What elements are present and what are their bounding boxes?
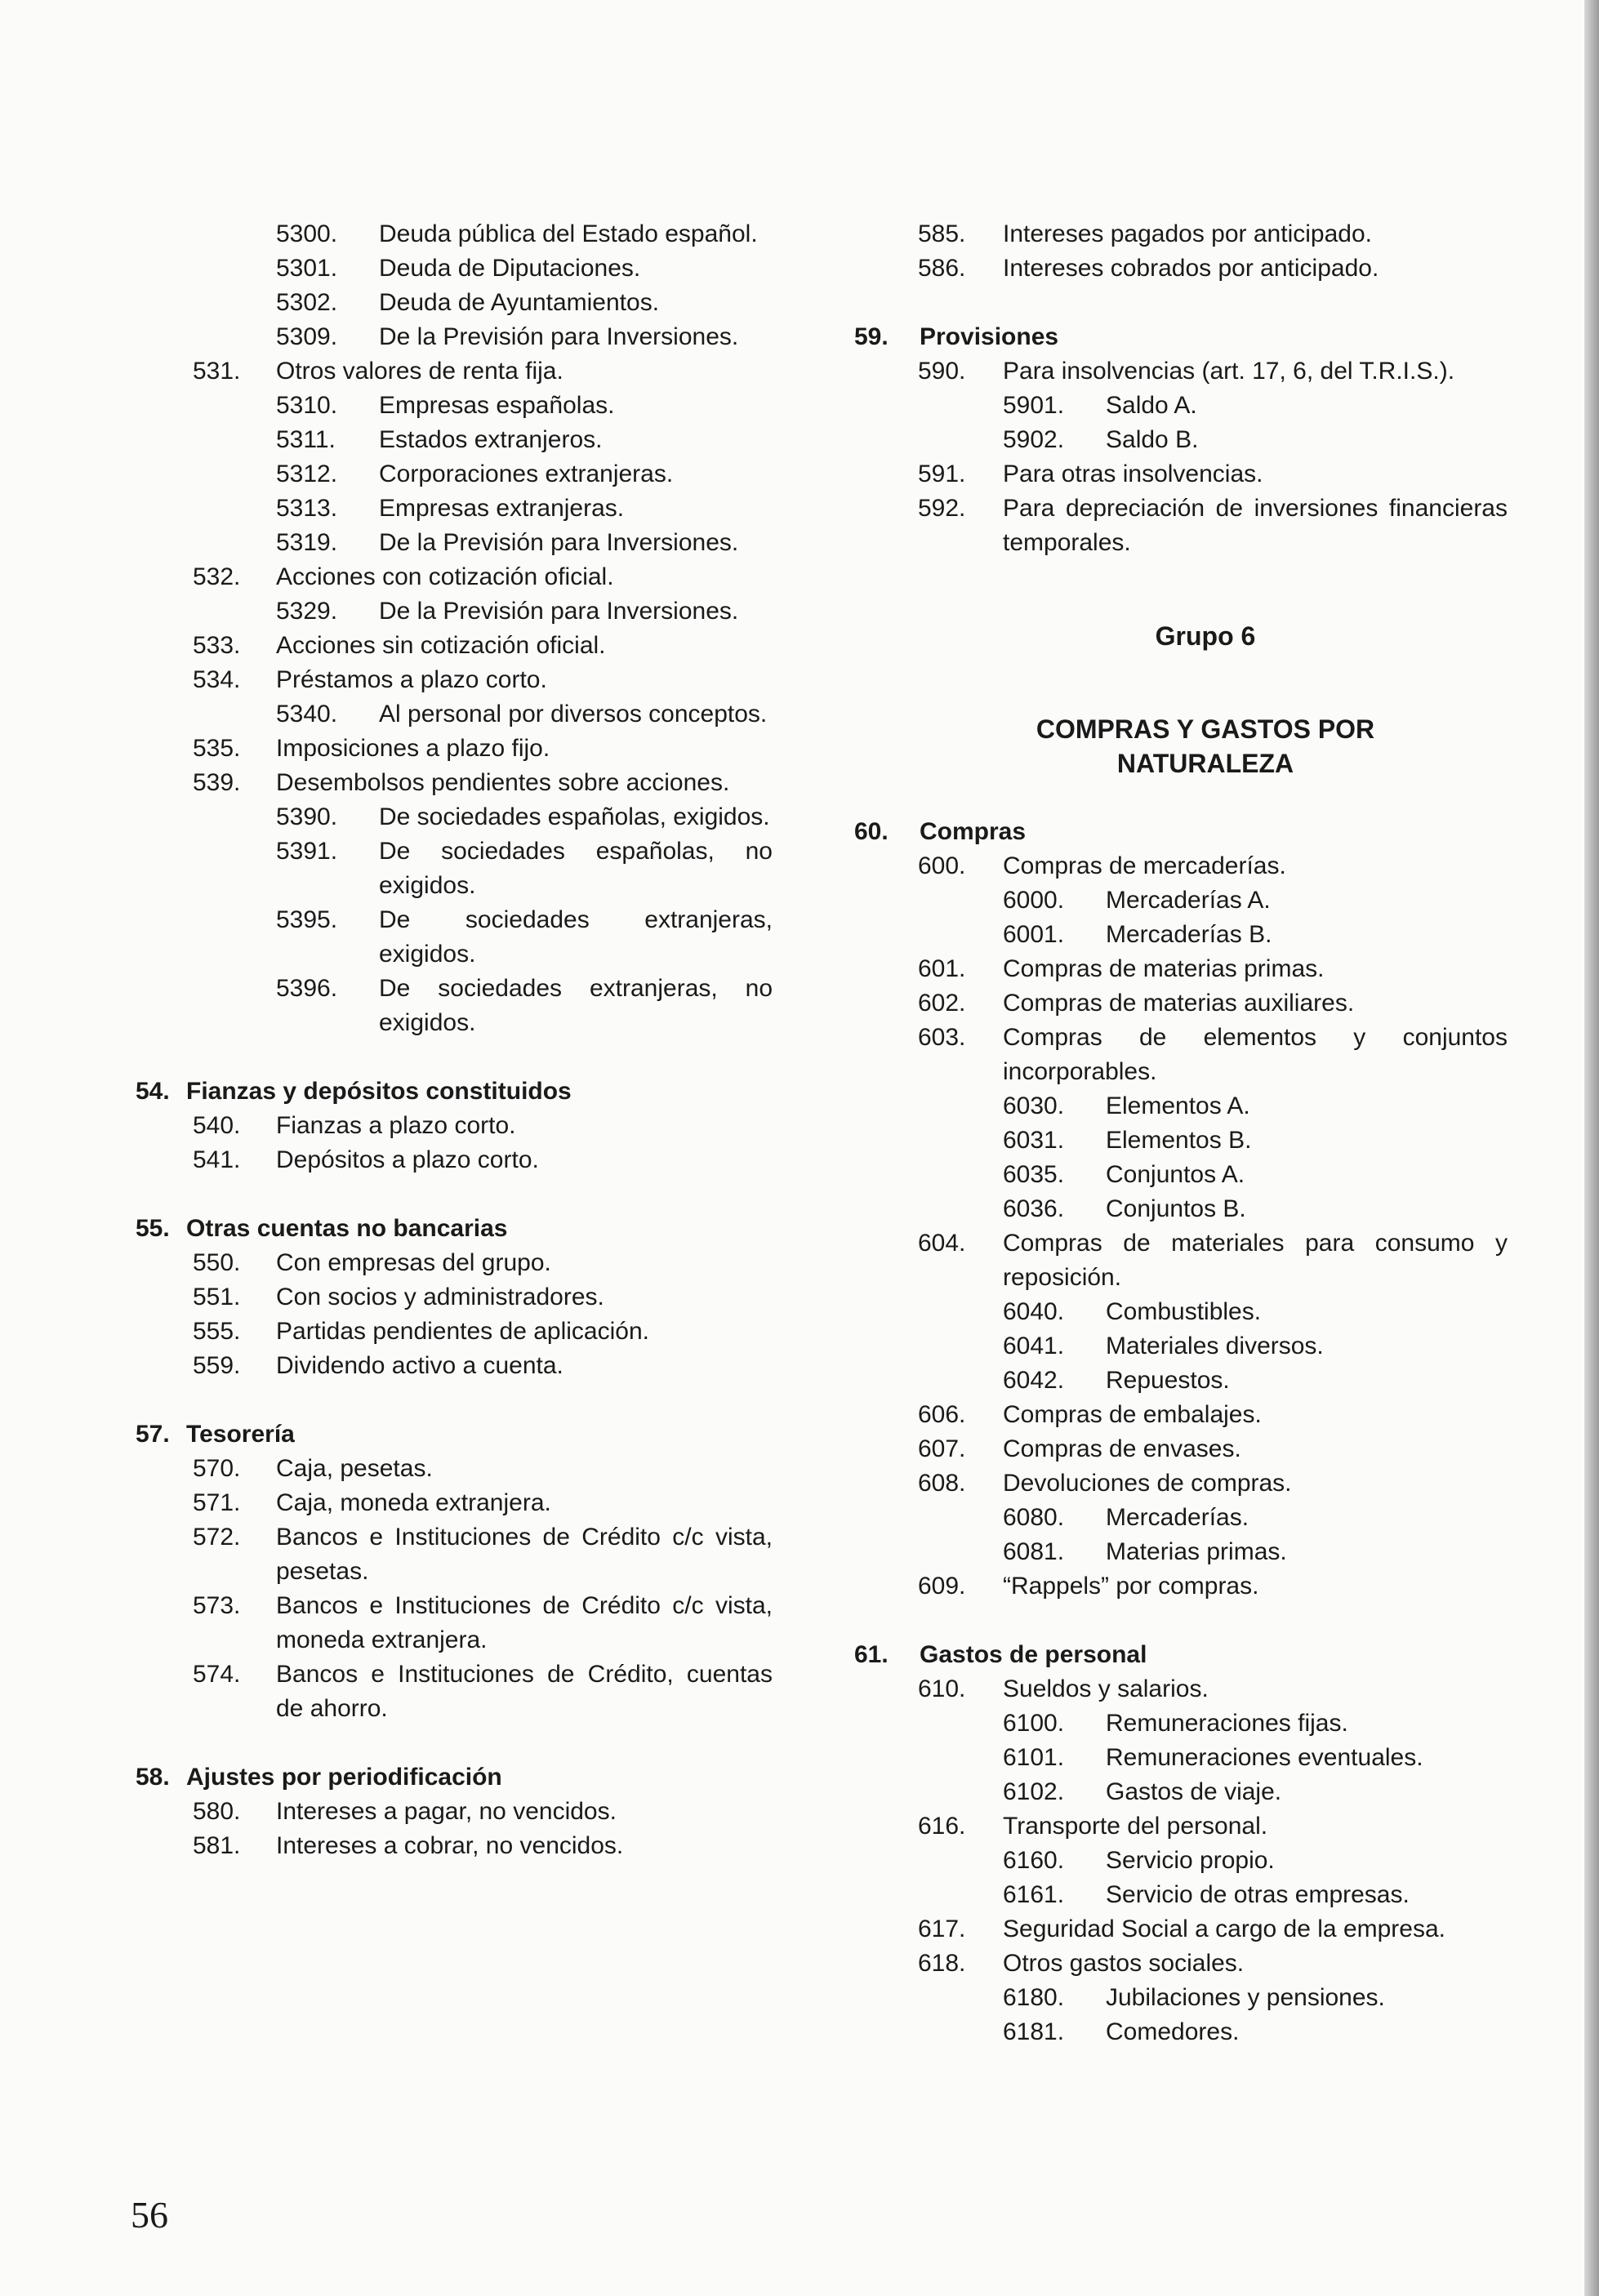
account-description: Gastos de viaje. <box>1106 1778 1282 1805</box>
account-list <box>136 217 773 1040</box>
account-entry <box>136 1349 773 1383</box>
account-description: Desembolsos pendientes sobre acciones. <box>276 769 730 796</box>
account-description: Jubilaciones y pensiones. <box>1106 1984 1385 2011</box>
account-description: Seguridad Social a cargo de la empresa. <box>1003 1916 1445 1942</box>
account-entry <box>136 1829 773 1863</box>
account-description: Intereses a pagar, no vencidos. <box>276 1798 617 1825</box>
account-entry <box>136 457 773 492</box>
section-heading-57 <box>136 1417 773 1452</box>
account-entry <box>136 972 773 1040</box>
account-description: Compras de materias primas. <box>1003 955 1325 982</box>
account-description: De la Previsión para Inversiones. <box>379 529 739 556</box>
account-entry <box>136 389 773 423</box>
account-entry <box>854 1501 1508 1535</box>
account-entry <box>854 1809 1508 1844</box>
heading-title: Provisiones <box>920 323 1059 350</box>
heading-title: Fianzas y depósitos constituidos <box>186 1078 572 1105</box>
account-code: 573. <box>193 1592 241 1619</box>
account-entry <box>854 1329 1508 1364</box>
account-description: Intereses a cobrar, no vencidos. <box>276 1832 624 1859</box>
account-code: 6031. <box>1003 1127 1065 1154</box>
account-entry <box>854 251 1508 286</box>
account-code: 5311. <box>276 426 336 453</box>
account-entry <box>854 1878 1508 1912</box>
account-list <box>136 1246 773 1383</box>
account-description: Compras de materiales para consumo y reposición. <box>1003 1230 1508 1291</box>
account-code: 571. <box>193 1489 241 1516</box>
account-code: 5329. <box>276 598 338 625</box>
account-entry <box>136 286 773 320</box>
account-code: 5395. <box>276 906 338 933</box>
account-entry <box>854 1672 1508 1706</box>
account-code: 5390. <box>276 803 338 830</box>
account-entry <box>854 1089 1508 1124</box>
heading-title: Ajustes por periodificación <box>186 1764 502 1791</box>
account-description: Bancos e Instituciones de Crédito c/c vista, moneda extranjera. <box>276 1592 773 1653</box>
account-entry <box>854 1226 1508 1295</box>
account-description: Intereses pagados por anticipado. <box>1003 220 1372 247</box>
account-code: 585. <box>918 220 966 247</box>
account-code: 6101. <box>1003 1744 1065 1771</box>
account-code: 5396. <box>276 975 338 1002</box>
account-code: 551. <box>193 1284 241 1310</box>
section-heading-60 <box>854 815 1508 849</box>
account-code: 601. <box>918 955 966 982</box>
account-description: Dividendo activo a cuenta. <box>276 1352 563 1379</box>
account-description: “Rappels” por compras. <box>1003 1573 1259 1600</box>
account-entry <box>136 1486 773 1520</box>
account-description: De sociedades extranjeras, no exigidos. <box>379 975 773 1036</box>
account-code: 535. <box>193 735 241 762</box>
account-code: 6001. <box>1003 921 1065 948</box>
section-heading-61 <box>854 1638 1508 1672</box>
account-code: 6080. <box>1003 1504 1065 1531</box>
account-entry <box>136 1657 773 1726</box>
heading-code: 54. <box>136 1078 170 1105</box>
account-entry <box>854 1466 1508 1501</box>
account-code: 5319. <box>276 529 338 556</box>
account-list <box>854 1672 1508 2049</box>
account-code: 5302. <box>276 289 338 316</box>
account-code: 602. <box>918 990 966 1017</box>
account-code: 540. <box>193 1112 241 1139</box>
account-description: Compras de mercaderías. <box>1003 852 1286 879</box>
account-description: Empresas españolas. <box>379 392 615 419</box>
account-code: 5902. <box>1003 426 1065 453</box>
account-entry <box>854 1432 1508 1466</box>
account-entry <box>136 251 773 286</box>
account-entry <box>854 1569 1508 1604</box>
account-description: Compras de materias auxiliares. <box>1003 990 1355 1017</box>
account-description: Imposiciones a plazo fijo. <box>276 735 550 762</box>
account-code: 570. <box>193 1455 241 1482</box>
account-description: Conjuntos B. <box>1106 1195 1246 1222</box>
account-entry <box>854 1021 1508 1089</box>
account-entry <box>136 800 773 834</box>
page-number: 56 <box>131 2194 168 2236</box>
account-description: Bancos e Instituciones de Crédito c/c vista, pesetas. <box>276 1524 773 1585</box>
heading-code: 61. <box>854 1641 889 1668</box>
account-description: Materiales diversos. <box>1106 1333 1324 1359</box>
account-code: 533. <box>193 632 241 659</box>
account-description: Compras de embalajes. <box>1003 1401 1262 1428</box>
account-entry <box>854 1295 1508 1329</box>
account-list <box>854 849 1508 1604</box>
account-entry <box>854 1124 1508 1158</box>
account-entry <box>854 849 1508 883</box>
account-code: 6081. <box>1003 1538 1065 1565</box>
account-list <box>136 1109 773 1177</box>
account-description: Bancos e Instituciones de Crédito, cuentas de ahorro. <box>276 1661 773 1722</box>
account-entry <box>854 1947 1508 1981</box>
account-code: 5391. <box>276 838 338 865</box>
heading-title: Tesorería <box>186 1421 295 1448</box>
right-column <box>854 217 1508 2049</box>
account-code: 6041. <box>1003 1333 1065 1359</box>
account-entry <box>136 320 773 354</box>
account-description: Para insolvencias (art. 17, 6, del T.R.I.S.). <box>1003 358 1455 385</box>
account-entry <box>854 457 1508 492</box>
account-code: 581. <box>193 1832 241 1859</box>
account-description: Mercaderías. <box>1106 1504 1249 1531</box>
account-description: Para depreciación de inversiones financieras temporales. <box>1003 495 1508 556</box>
section-heading-59 <box>854 320 1508 354</box>
account-entry <box>854 1775 1508 1809</box>
account-entry <box>136 766 773 800</box>
account-code: 603. <box>918 1024 966 1051</box>
account-code: 610. <box>918 1675 966 1702</box>
account-entry <box>136 1315 773 1349</box>
account-code: 539. <box>193 769 241 796</box>
account-list <box>854 354 1508 560</box>
account-code: 5310. <box>276 392 338 419</box>
account-entry <box>136 1589 773 1657</box>
account-entry <box>854 1981 1508 2015</box>
account-code: 532. <box>193 563 241 590</box>
account-list <box>136 1452 773 1726</box>
account-code: 6102. <box>1003 1778 1065 1805</box>
left-column <box>136 217 773 1863</box>
account-entry <box>854 389 1508 423</box>
account-entry <box>854 883 1508 918</box>
account-entry <box>854 1535 1508 1569</box>
account-entry <box>136 1109 773 1143</box>
account-code: 534. <box>193 666 241 693</box>
account-entry <box>136 834 773 903</box>
account-entry <box>854 986 1508 1021</box>
heading-code: 57. <box>136 1421 170 1448</box>
account-code: 580. <box>193 1798 241 1825</box>
account-code: 604. <box>918 1230 966 1257</box>
account-entry <box>136 663 773 697</box>
account-description: Deuda de Ayuntamientos. <box>379 289 660 316</box>
account-code: 616. <box>918 1813 966 1840</box>
account-code: 5300. <box>276 220 338 247</box>
account-entry <box>854 2015 1508 2049</box>
account-description: Corporaciones extranjeras. <box>379 461 674 487</box>
account-entry <box>136 903 773 972</box>
heading-title: Otras cuentas no bancarias <box>186 1215 508 1242</box>
account-description: Deuda pública del Estado español. <box>379 220 758 247</box>
account-code: 6100. <box>1003 1710 1065 1737</box>
account-code: 5901. <box>1003 392 1065 419</box>
account-description: Combustibles. <box>1106 1298 1262 1325</box>
section-heading-55 <box>136 1212 773 1246</box>
account-code: 541. <box>193 1146 241 1173</box>
heading-title: Gastos de personal <box>920 1641 1147 1668</box>
account-list <box>136 1795 773 1863</box>
account-entry <box>854 1192 1508 1226</box>
group-title: Grupo 6 <box>1155 621 1256 651</box>
account-code: 6181. <box>1003 2018 1065 2045</box>
account-description: Estados extranjeros. <box>379 426 603 453</box>
heading-code: 59. <box>854 323 889 350</box>
account-description: Comedores. <box>1106 2018 1240 2045</box>
account-description: Partidas pendientes de aplicación. <box>276 1318 649 1345</box>
account-entry <box>136 1795 773 1829</box>
account-entry <box>136 1520 773 1589</box>
account-code: 550. <box>193 1249 241 1276</box>
account-code: 5301. <box>276 255 338 282</box>
account-code: 608. <box>918 1470 966 1497</box>
account-entry <box>854 217 1508 251</box>
account-code: 531. <box>193 358 241 385</box>
account-description: De sociedades españolas, exigidos. <box>379 803 770 830</box>
account-code: 555. <box>193 1318 241 1345</box>
account-code: 572. <box>193 1524 241 1551</box>
account-code: 590. <box>918 358 966 385</box>
account-description: Elementos A. <box>1106 1092 1250 1119</box>
account-description: De la Previsión para Inversiones. <box>379 323 739 350</box>
account-code: 592. <box>918 495 966 522</box>
account-code: 6036. <box>1003 1195 1065 1222</box>
account-entry <box>854 1706 1508 1741</box>
account-description: Para otras insolvencias. <box>1003 461 1263 487</box>
account-entry <box>854 1844 1508 1878</box>
account-description: Al personal por diversos conceptos. <box>379 701 768 728</box>
group-subtitle-line2: NATURALEZA <box>1116 749 1294 778</box>
account-code: 559. <box>193 1352 241 1379</box>
account-code: 6161. <box>1003 1881 1065 1908</box>
section-heading-54 <box>136 1075 773 1109</box>
account-description: Acciones sin cotización oficial. <box>276 632 606 659</box>
account-description: Mercaderías B. <box>1106 921 1272 948</box>
account-description: Repuestos. <box>1106 1367 1230 1394</box>
section-heading-58 <box>136 1760 773 1795</box>
account-description: Materias primas. <box>1106 1538 1287 1565</box>
account-description: Transporte del personal. <box>1003 1813 1268 1840</box>
account-code: 5312. <box>276 461 338 487</box>
group-subtitle-line1: COMPRAS Y GASTOS POR <box>1036 714 1375 744</box>
account-description: Con socios y administradores. <box>276 1284 604 1310</box>
account-description: Fianzas a plazo corto. <box>276 1112 516 1139</box>
account-entry <box>136 560 773 594</box>
account-code: 586. <box>918 255 966 282</box>
account-description: De sociedades españolas, no exigidos. <box>379 838 773 899</box>
account-entry <box>854 918 1508 952</box>
account-code: 606. <box>918 1401 966 1428</box>
account-entry <box>136 526 773 560</box>
account-code: 607. <box>918 1435 966 1462</box>
account-entry <box>854 1912 1508 1947</box>
account-code: 6160. <box>1003 1847 1065 1874</box>
account-description: Con empresas del grupo. <box>276 1249 551 1276</box>
account-entry <box>136 732 773 766</box>
account-entry <box>136 354 773 389</box>
account-code: 600. <box>918 852 966 879</box>
account-code: 618. <box>918 1950 966 1977</box>
heading-code: 60. <box>854 818 889 845</box>
account-entry <box>136 629 773 663</box>
account-description: Préstamos a plazo corto. <box>276 666 547 693</box>
account-code: 6042. <box>1003 1367 1065 1394</box>
account-entry <box>854 1158 1508 1192</box>
account-description: De la Previsión para Inversiones. <box>379 598 739 625</box>
account-entry <box>854 1741 1508 1775</box>
account-entry <box>136 697 773 732</box>
account-code: 574. <box>193 1661 241 1688</box>
account-description: Acciones con cotización oficial. <box>276 563 614 590</box>
account-description: Conjuntos A. <box>1106 1161 1245 1188</box>
account-description: Saldo A. <box>1106 392 1197 419</box>
account-code: 591. <box>918 461 966 487</box>
account-entry <box>854 354 1508 389</box>
account-code: 6000. <box>1003 887 1065 914</box>
account-entry <box>136 1452 773 1486</box>
account-entry <box>136 423 773 457</box>
account-entry <box>136 594 773 629</box>
account-description: Empresas extranjeras. <box>379 495 625 522</box>
account-description: Intereses cobrados por anticipado. <box>1003 255 1379 282</box>
heading-title: Compras <box>920 818 1027 845</box>
account-code: 6040. <box>1003 1298 1065 1325</box>
account-description: Deuda de Diputaciones. <box>379 255 641 282</box>
account-entry <box>854 423 1508 457</box>
account-entry <box>136 1246 773 1280</box>
account-code: 5313. <box>276 495 338 522</box>
heading-code: 55. <box>136 1215 170 1242</box>
heading-code: 58. <box>136 1764 170 1791</box>
account-entry <box>136 1280 773 1315</box>
account-description: Caja, moneda extranjera. <box>276 1489 551 1516</box>
account-entry <box>136 492 773 526</box>
account-description: Servicio de otras empresas. <box>1106 1881 1410 1908</box>
account-description: De sociedades extranjeras, exigidos. <box>379 906 773 968</box>
account-code: 6030. <box>1003 1092 1065 1119</box>
account-entry <box>136 217 773 251</box>
account-description: Caja, pesetas. <box>276 1455 433 1482</box>
account-description: Otros valores de renta fija. <box>276 358 563 385</box>
account-description: Devoluciones de compras. <box>1003 1470 1292 1497</box>
account-description: Otros gastos sociales. <box>1003 1950 1245 1977</box>
account-entry <box>854 1398 1508 1432</box>
account-description: Compras de elementos y conjuntos incorporables. <box>1003 1024 1508 1085</box>
account-description: Elementos B. <box>1106 1127 1252 1154</box>
account-entry <box>854 1364 1508 1398</box>
account-description: Sueldos y salarios. <box>1003 1675 1209 1702</box>
account-code: 6035. <box>1003 1161 1065 1188</box>
account-code: 617. <box>918 1916 966 1942</box>
page-edge-shadow <box>1584 0 1599 2296</box>
account-description: Compras de envases. <box>1003 1435 1241 1462</box>
account-code: 6180. <box>1003 1984 1065 2011</box>
account-description: Depósitos a plazo corto. <box>276 1146 539 1173</box>
account-code: 5340. <box>276 701 338 728</box>
account-list <box>854 217 1508 286</box>
account-entry <box>854 952 1508 986</box>
account-description: Remuneraciones eventuales. <box>1106 1744 1423 1771</box>
account-description: Mercaderías A. <box>1106 887 1271 914</box>
account-code: 5309. <box>276 323 338 350</box>
account-description: Remuneraciones fijas. <box>1106 1710 1348 1737</box>
account-description: Saldo B. <box>1106 426 1199 453</box>
account-description: Servicio propio. <box>1106 1847 1275 1874</box>
account-entry <box>854 492 1508 560</box>
account-entry <box>136 1143 773 1177</box>
account-code: 609. <box>918 1573 966 1600</box>
